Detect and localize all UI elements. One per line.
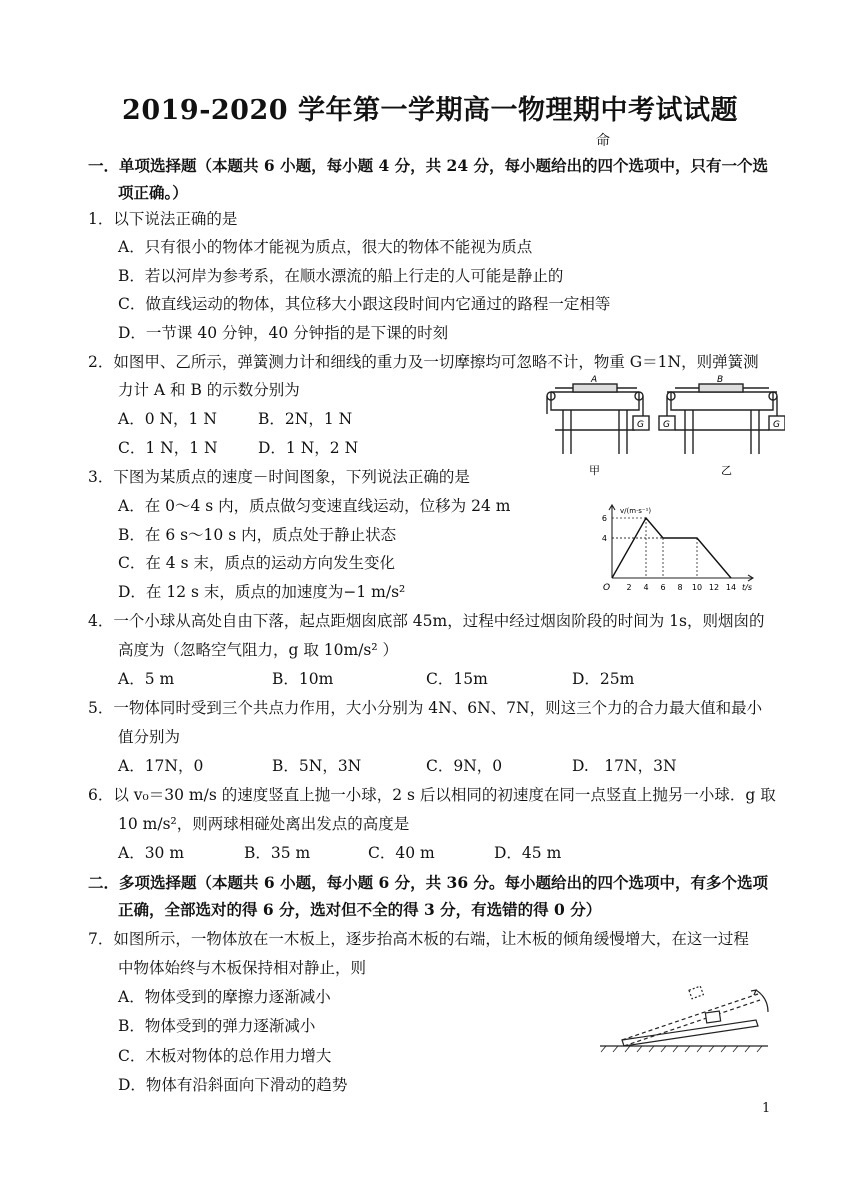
q5-stem: 5．一物体同时受到三个共点力作用，大小分别为 4N、6N、7N，则这三个力的合力最大值和最小 — [88, 699, 763, 717]
q2-figure — [545, 370, 785, 480]
q6-option-b: B．35 m — [244, 844, 311, 862]
q1-option-b: B．若以河岸为参考系，在顺水漂流的船上行走的人可能是静止的 — [118, 267, 564, 285]
q5-option-c: C．9N，0 — [426, 757, 503, 775]
q4-stem: 4．一个小球从高处自由下落，起点距烟囱底部 45m，过程中经过烟囱阶段的时间为 1s，则烟囱的 — [88, 612, 765, 630]
q7-option-a: A．物体受到的摩擦力逐渐减小 — [118, 988, 331, 1006]
x-tick-label: 10 — [691, 583, 703, 592]
q2-weight-g: G — [637, 420, 644, 430]
page-title: 2019-2020 学年第一学期高一物理期中考试试题 — [122, 95, 738, 126]
q5-option-d: D. 17N，3N — [572, 757, 677, 775]
q6-option-c: C．40 m — [368, 844, 435, 862]
q5-option-b: B．5N，3N — [272, 757, 362, 775]
q5-stem-cont: 值分别为 — [118, 728, 181, 746]
q2-label-b: B — [717, 375, 724, 385]
author-mark: 命 — [596, 133, 610, 149]
y-tick-label: 6 — [601, 514, 607, 523]
q4-stem-cont: 高度为（忽略空气阻力，g 取 10m/s² ） — [118, 641, 399, 659]
x-tick-label: 8 — [677, 583, 683, 592]
q2-weight-g: G — [773, 420, 780, 430]
x-tick-label: 2 — [626, 583, 632, 592]
q1-option-d: D．一节课 40 分钟，40 分钟指的是下课的时刻 — [118, 324, 449, 342]
q2-option-a: A．0 N，1 N — [118, 410, 217, 428]
q2-stem: 2．如图甲、乙所示，弹簧测力计和细线的重力及一切摩擦均可忽略不计，物重 G＝1N，则弹簧测 — [88, 353, 759, 371]
q7-stem: 7．如图所示，一物体放在一木板上，逐步抬高木板的右端，让木板的倾角缓慢增大，在这一过程 — [88, 930, 749, 948]
section1-heading: 一．单项选择题（本题共 6 小题，每小题 4 分，共 24 分，每小题给出的四个选项中，只有一个选 — [88, 156, 769, 175]
q2-option-c: C．1 N，1 N — [118, 439, 218, 457]
q7-incline-figure — [598, 982, 774, 1054]
origin-label: O — [603, 583, 611, 593]
q6-option-a: A．30 m — [118, 844, 185, 862]
x-tick-label: 6 — [660, 583, 666, 592]
x-axis-label: t/s — [742, 583, 752, 592]
q1-stem: 1．以下说法正确的是 — [88, 210, 238, 228]
q7-option-c: C．木板对物体的总作用力增大 — [118, 1047, 332, 1065]
q2-stem-cont: 力计 A 和 B 的示数分别为 — [118, 381, 300, 399]
q7-option-b: B．物体受到的弹力逐渐减小 — [118, 1017, 316, 1035]
q7-stem-cont: 中物体始终与木板保持相对静止，则 — [118, 959, 367, 977]
q3-option-a: A．在 0～4 s 内，质点做匀变速直线运动，位移为 24 m — [118, 497, 511, 515]
q3-stem: 3．下图为某质点的速度－时间图象，下列说法正确的是 — [88, 468, 470, 486]
q4-option-b: B．10m — [272, 670, 334, 688]
q1-option-c: C．做直线运动的物体，其位移大小跟这段时间内它通过的路程一定相等 — [118, 295, 611, 313]
q2-caption-left: 甲 — [589, 464, 600, 477]
q2-caption-right: 乙 — [721, 464, 732, 477]
q2-option-d: D．1 N，2 N — [258, 439, 359, 457]
q2-weight-g: G — [663, 420, 670, 430]
q6-stem-cont: 10 m/s²，则两球相碰处离出发点的高度是 — [118, 815, 410, 833]
q4-option-a: A．5 m — [118, 670, 175, 688]
q6-option-d: D．45 m — [494, 844, 562, 862]
q4-option-c: C．15m — [426, 670, 488, 688]
x-tick-label: 14 — [725, 583, 737, 592]
q6-stem: 6．以 v₀＝30 m/s 的速度竖直上抛一小球，2 s 后以相同的初速度在同一点竖直上抛另一小球．g 取 — [88, 786, 776, 804]
q5-option-a: A．17N，0 — [118, 757, 204, 775]
section2-heading: 二．多项选择题（本题共 6 小题，每小题 6 分，共 36 分。每小题给出的四个选项中，有多个选项 — [88, 873, 769, 892]
y-axis-label: v/(m·s⁻¹) — [620, 507, 652, 515]
x-tick-label: 4 — [643, 583, 649, 592]
q4-option-d: D．25m — [572, 670, 635, 688]
q3-option-d: D．在 12 s 末，质点的加速度为−1 m/s² — [118, 583, 406, 601]
section1-heading-cont: 项正确。） — [118, 183, 188, 202]
section2-heading-cont: 正确，全部选对的得 6 分，选对但不全的得 3 分，有选错的得 0 分） — [118, 900, 602, 919]
q2-option-b: B．2N，1 N — [258, 410, 353, 428]
q2-label-a: A — [591, 375, 598, 385]
q1-option-a: A．只有很小的物体才能视为质点，很大的物体不能视为质点 — [118, 238, 533, 256]
y-tick-label: 4 — [601, 534, 607, 543]
velocity-series-line — [612, 518, 731, 578]
page-number: 1 — [762, 1101, 771, 1116]
q7-option-d: D．物体有沿斜面向下滑动的趋势 — [118, 1076, 348, 1094]
q3-option-c: C．在 4 s 末，质点的运动方向发生变化 — [118, 554, 395, 572]
x-tick-label: 12 — [708, 583, 720, 592]
q3-option-b: B．在 6 s～10 s 内，质点处于静止状态 — [118, 526, 397, 544]
q3-vt-chart — [592, 500, 764, 594]
